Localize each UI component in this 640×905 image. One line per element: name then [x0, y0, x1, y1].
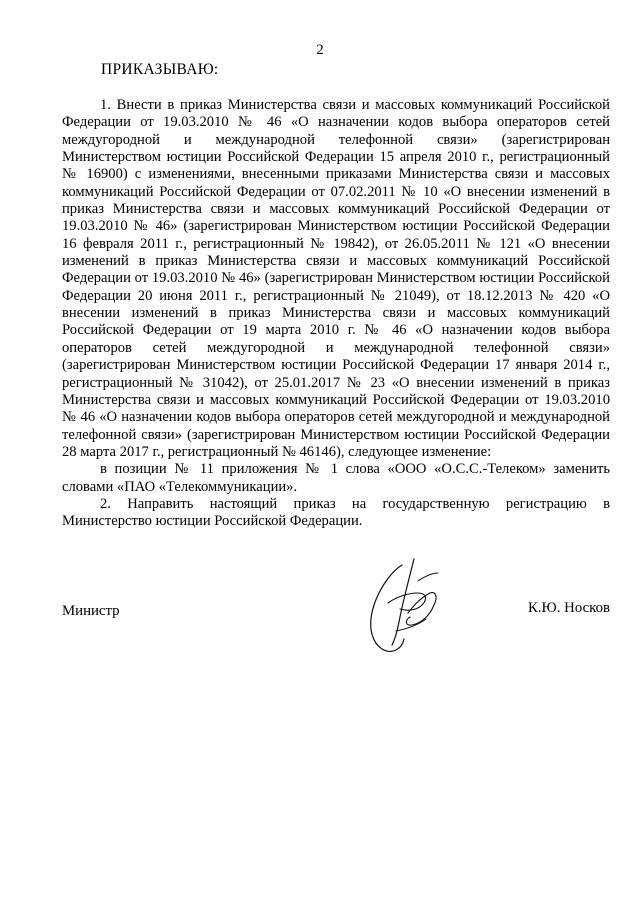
order-item-1-amendment: в позиции № 11 приложения № 1 слова «ООО «О.С.С.-Телеком» заменить словами «ПАО «Телекоммуникации».	[62, 461, 610, 495]
order-item-1: 1. Внести в приказ Министерства связи и массовых коммуникаций Российской Федерации от 19.03.2010 № 46 «О назначении кодов выбора операторов сетей междугородной и международной телефонной связи» (зарегистрирован Министерством юстиции Российской Федерации 15 апреля 2010 г., регистрационный № 16900) с изменениями, внесенными приказами Министерства связи и массовых коммуникаций Российской Федерации от 07.02.2011 № 10 «О внесении изменений в приказ Министерства связи и массовых коммуникаций Российской Федерации от 19.03.2010 № 46» (зарегистрирован Министерством юстиции Российской Федерации 16 февраля 2011 г., регистрационный № 19842), от 26.05.2011 № 121 «О внесении изменений в приказ Министерства связи и массовых коммуникаций Российской Федерации от 19.03.2010 № 46» (зарегистрирован Министерством юстиции Российской Федерации 20 июня 2011 г., регистрационный № 21049), от 18.12.2013 № 420 «О внесении изменений в приказ Министерства связи и массовых коммуникаций Российской Федерации от 19 марта 2010 г. № 46 «О назначении кодов выбора операторов сетей междугородной и международной телефонной связи» (зарегистрирован Министерством юстиции Российской Федерации 17 января 2014 г., регистрационный № 31042), от 25.01.2017 № 23 «О внесении изменений в приказ Министерства связи и массовых коммуникаций Российской Федерации от 19.03.2010 № 46 «О назначении кодов выбора операторов сетей междугородной и международной телефонной связи» (зарегистрирован Министерством юстиции Российской Федерации 28 марта 2017 г., регистрационный № 46146), следующее изменение:	[62, 97, 610, 460]
page-number: 2	[316, 42, 324, 58]
signatory-title: Министр	[62, 603, 120, 619]
signatory-name: К.Ю. Носков	[527, 600, 610, 616]
signature-block	[62, 600, 610, 624]
order-item-2: 2. Направить настоящий приказ на государственную регистрацию в Министерство юстиции Российской Федерации.	[62, 495, 610, 530]
order-body	[62, 97, 610, 531]
order-heading: ПРИКАЗЫВАЮ:	[101, 61, 219, 78]
